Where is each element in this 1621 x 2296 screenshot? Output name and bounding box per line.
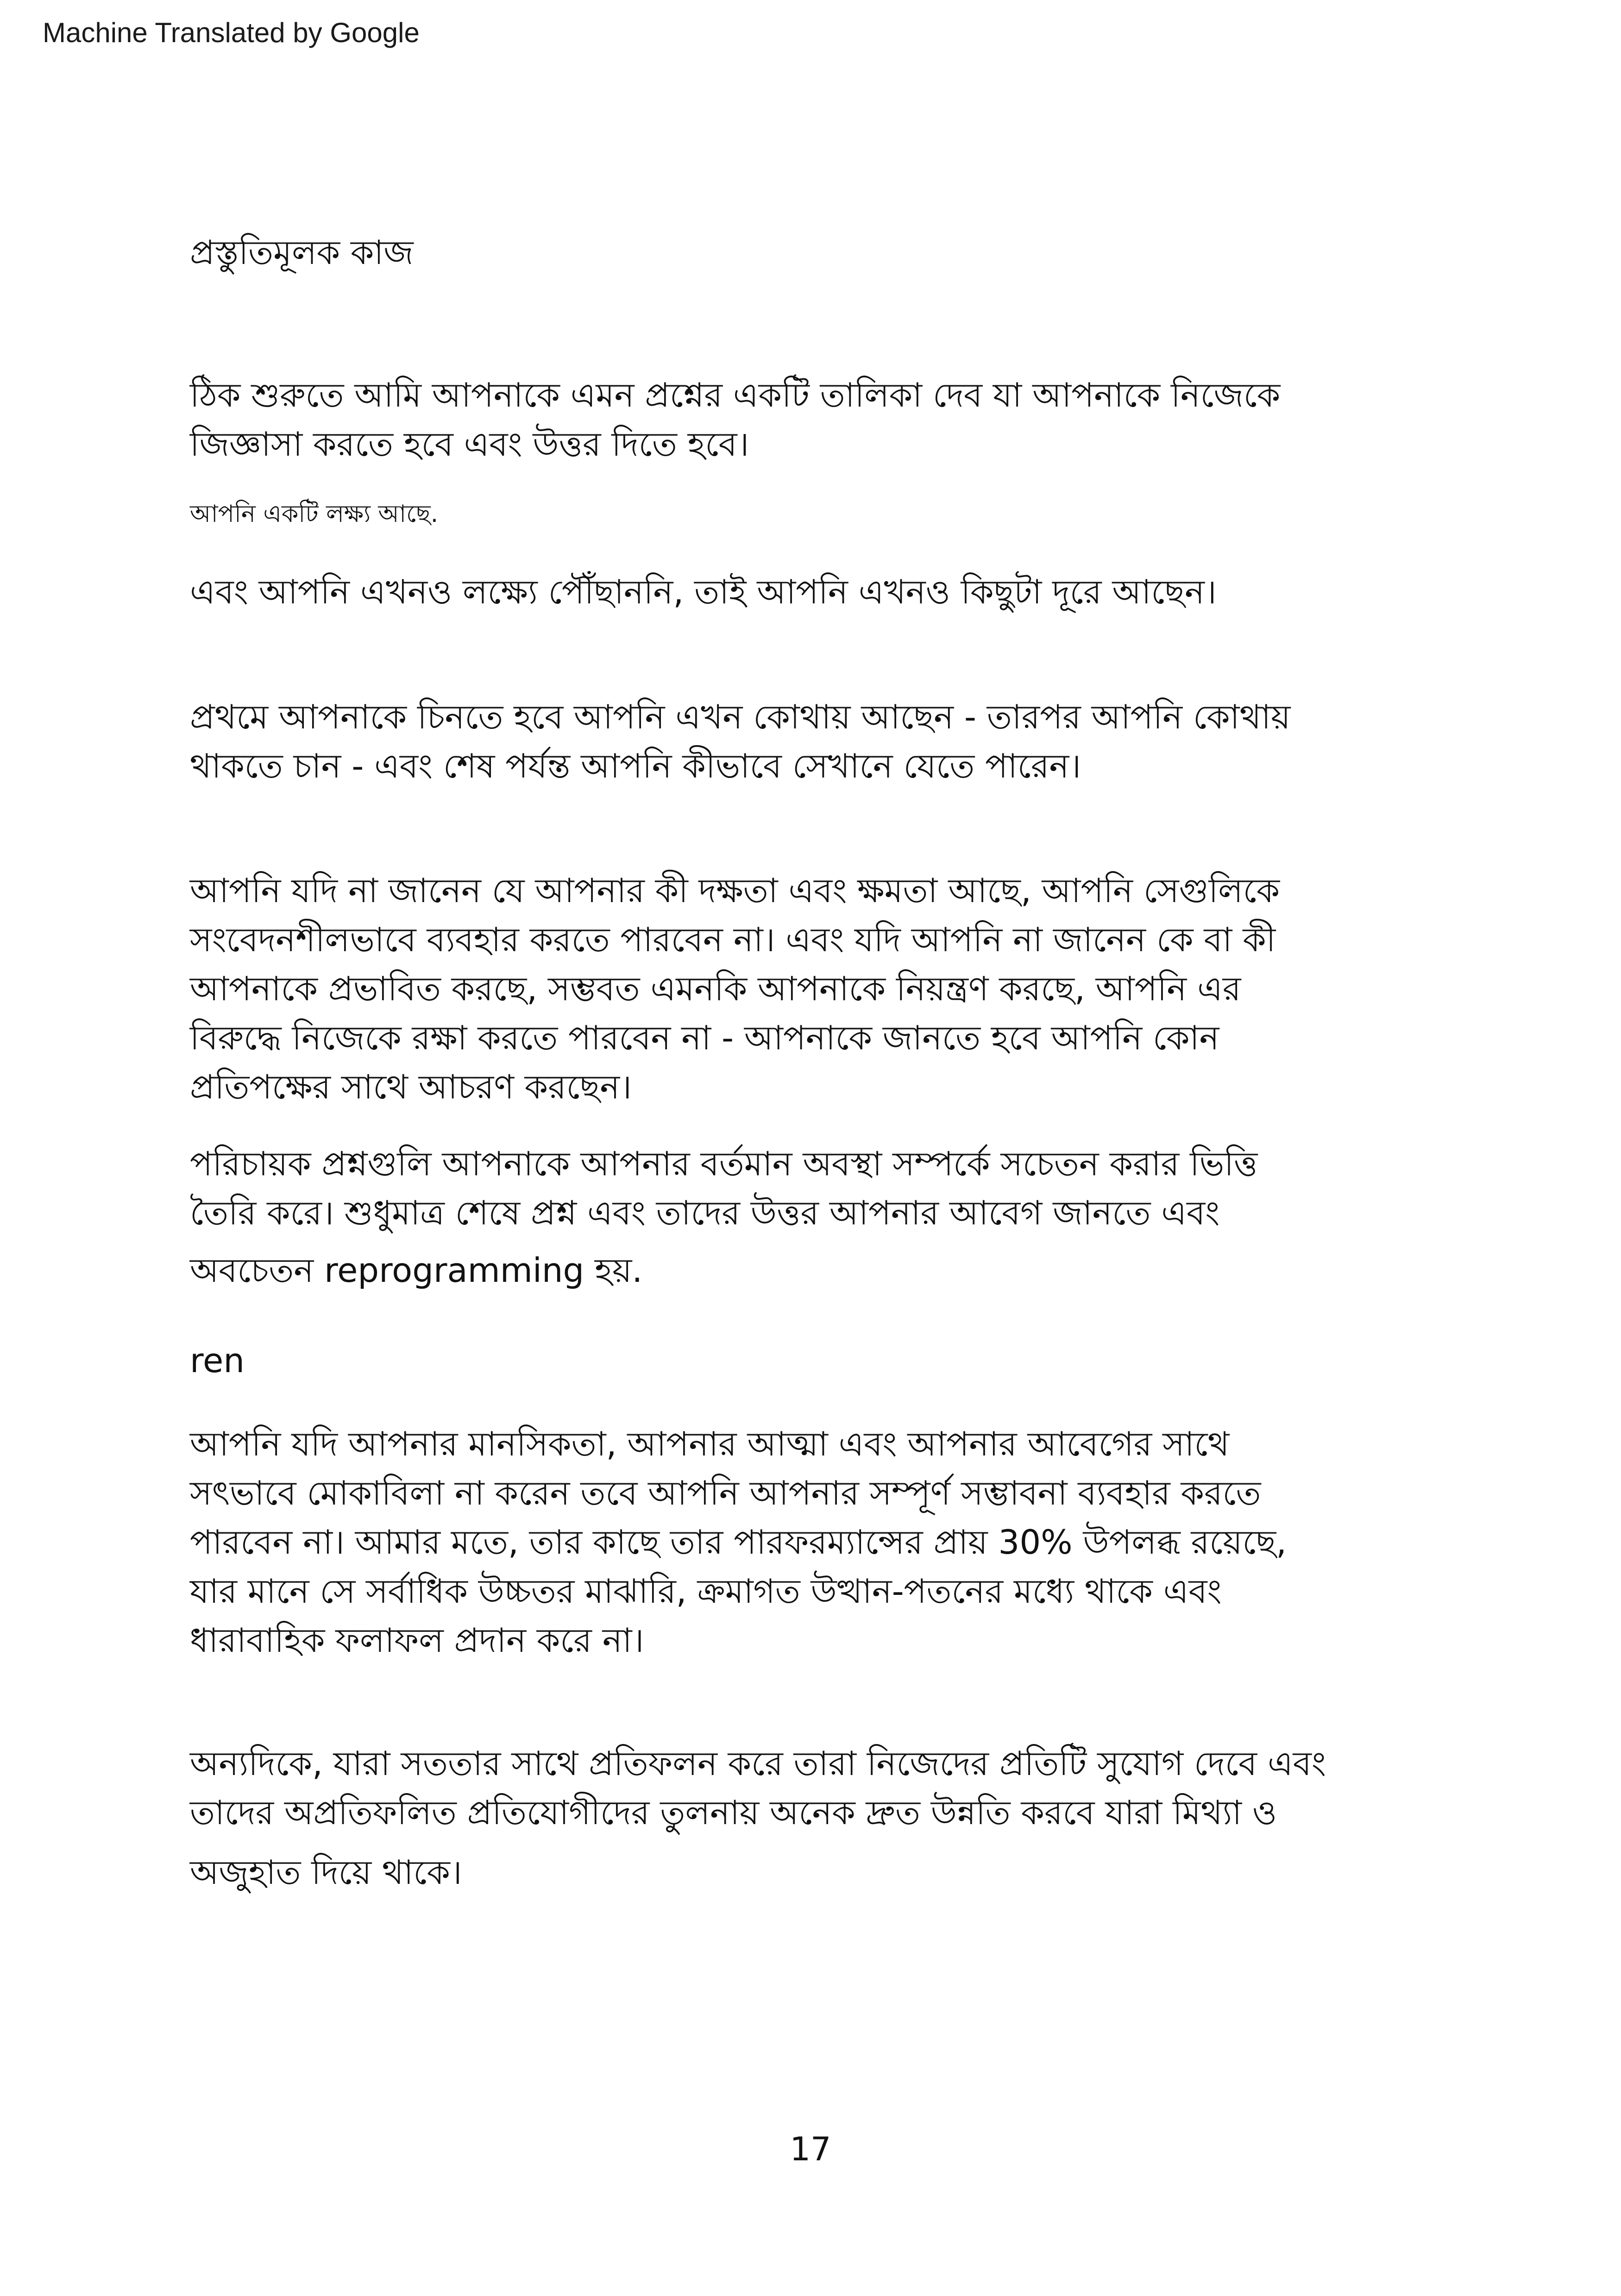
- paragraph-intro: [190, 370, 1477, 469]
- machine-translation-watermark: Machine Translated by Google: [43, 17, 420, 48]
- paragraph-line: ঠিক শুরুতে আমি আপনাকে এমন প্রশ্নের একটি তালিকা দেব যা আপনাকে নিজেকে: [190, 376, 1281, 414]
- paragraph-line: আপনাকে প্রভাবিত করছে, সম্ভবত এমনকি আপনাকে নিয়ন্ত্রণ করছে, আপনি এর: [190, 969, 1241, 1008]
- paragraph-mindset: [190, 1419, 1477, 1665]
- paragraph-where-you-are: [190, 692, 1477, 790]
- paragraph-fragment: [190, 1336, 1477, 1385]
- paragraph-line: আপনি যদি আপনার মানসিকতা, আপনার আত্মা এবং আপনার আবেগের সাথে: [190, 1424, 1230, 1463]
- paragraph-line: সংবেদনশীলভাবে ব্যবহার করতে পারবেন না। এবং যদি আপনি না জানেন কে বা কী: [190, 920, 1276, 959]
- paragraph-line: পারবেন না। আমার মতে, তার কাছে তার পারফরম্যান্সের প্রায় 30% উপলব্ধ রয়েছে,: [190, 1523, 1287, 1562]
- paragraph-reflection: [190, 1739, 1477, 1837]
- paragraph-line: আপনি যদি না জানেন যে আপনার কী দক্ষতা এবং ক্ষমতা আছে, আপনি সেগুলিকে: [190, 871, 1280, 910]
- paragraph-line: প্রতিপক্ষের সাথে আচরণ করছেন।: [190, 1067, 632, 1106]
- paragraph-line: যার মানে সে সর্বাধিক উচ্চতর মাঝারি, ক্রমাগত উত্থান-পতনের মধ্যে থাকে এবং: [190, 1572, 1222, 1611]
- paragraph-line: এবং আপনি এখনও লক্ষ্যে পৌঁছাননি, তাই আপনি এখনও কিছুটা দূরে আছেন।: [190, 572, 1217, 611]
- paragraph-line: জিজ্ঞাসা করতে হবে এবং উত্তর দিতে হবে।: [190, 425, 749, 464]
- paragraph-line: ren: [190, 1341, 245, 1380]
- paragraph-not-reached: [190, 567, 1477, 616]
- paragraph-line: তাদের অপ্রতিফলিত প্রতিযোগীদের তুলনায় অনেক দ্রুত উন্নতি করবে যারা মিথ্যা ও: [190, 1793, 1277, 1832]
- paragraph-line: ধারাবাহিক ফলাফল প্রদান করে না।: [190, 1621, 644, 1660]
- page-title: প্রস্তুতিমূলক কাজ: [190, 233, 414, 272]
- paragraph-line: তৈরি করে। শুধুমাত্র শেষে প্রশ্ন এবং তাদের উত্তর আপনার আবেগ জানতে এবং: [190, 1193, 1220, 1232]
- paragraph-introductory-questions: [190, 1139, 1477, 1237]
- paragraph-line: সৎভাবে মোকাবিলা না করেন তবে আপনি আপনার সম্পূর্ণ সম্ভাবনা ব্যবহার করতে: [190, 1474, 1261, 1512]
- paragraph-goal: [190, 498, 1477, 530]
- paragraph-line: থাকতে চান - এবং শেষ পর্যন্ত আপনি কীভাবে সেখানে যেতে পারেন।: [190, 747, 1081, 785]
- page-number: 17: [790, 2130, 831, 2168]
- paragraph-line: বিরুদ্ধে নিজেকে রক্ষা করতে পারবেন না - আপনাকে জানতে হবে আপনি কোন: [190, 1018, 1219, 1057]
- paragraph-line: প্রথমে আপনাকে চিনতে হবে আপনি এখন কোথায় আছেন - তারপর আপনি কোথায়: [190, 697, 1291, 736]
- paragraph-line: অন্যদিকে, যারা সততার সাথে প্রতিফলন করে তারা নিজেদের প্রতিটি সুযোগ দেবে এবং: [190, 1744, 1326, 1783]
- paragraph-line: পরিচায়ক প্রশ্নগুলি আপনাকে আপনার বর্তমান অবস্থা সম্পর্কে সচেতন করার ভিত্তি: [190, 1144, 1258, 1183]
- paragraph-line: আপনি একটি লক্ষ্য আছে.: [190, 500, 439, 528]
- paragraph-excuses: [190, 1848, 1477, 1897]
- paragraph-reprogramming: [190, 1246, 1477, 1295]
- paragraph-line: অবচেতন reprogramming হয়.: [190, 1251, 643, 1290]
- paragraph-skills: [190, 866, 1477, 1111]
- paragraph-line: অজুহাত দিয়ে থাকে।: [190, 1853, 462, 1892]
